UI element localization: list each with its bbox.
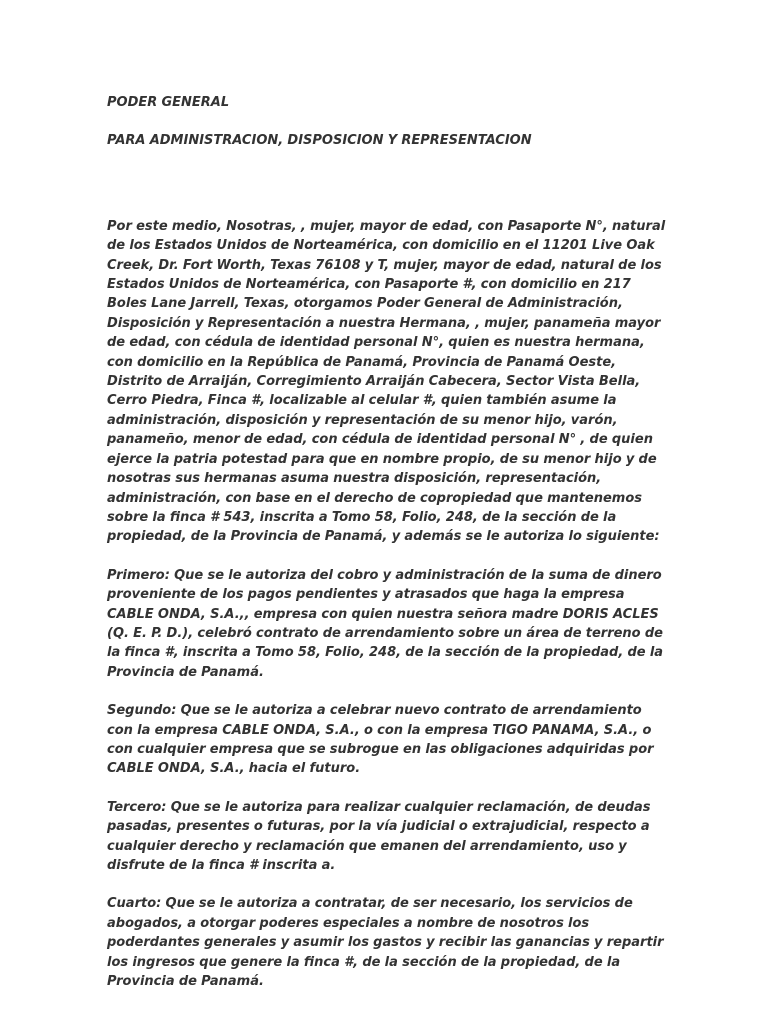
- clause-cuarto: Cuarto: Que se le autoriza a contratar, de ser necesario, los servicios de abogados, a otorgar poderes especiales a nombre de nosotros los poderdantes generales y asumir los gastos y recibir las ganancias y repartir los ingresos que genere la finca #, de la sección de la propiedad, de la Provincia de Panamá.: [107, 896, 664, 990]
- clause-tercero: Tercero: Que se le autoriza para realizar cualquier reclamación, de deudas pasadas, presentes o futuras, por la vía judicial o extrajudicial, respecto a cualquier derecho y reclamación que emanen del arrendamiento, uso y disfrute de la finca # inscrita a.: [107, 799, 651, 873]
- clause-primero: Primero: Que se le autoriza del cobro y administración de la suma de dinero proveniente de los pagos pendientes y atrasados que haga la empresa CABLE ONDA, S.A.,, empresa con quien nuestra señora madre DORIS ACLES (Q. E. P. D.), celebró contrato de arrendamiento sobre un área de terreno de la finca #, inscrita a Tomo 58, Folio, 248, de la sección de la propiedad, de la Provincia de Panamá.: [107, 567, 664, 680]
- document-subtitle: PARA ADMINISTRACION, DISPOSICION Y REPRESENTACION: [107, 133, 532, 149]
- document-title: PODER GENERAL: [107, 95, 230, 110]
- clause-segundo: Segundo: Que se le autoriza a celebrar nuevo contrato de arrendamiento con la empresa CABLE ONDA, S.A., o con la empresa TIGO PANAMA, S.A., o con cualquier empresa que se subrogue en las obligaciones adquiridas por CABLE ONDA, S.A., hacia el futuro.: [107, 703, 654, 777]
- intro-paragraph: Por este medio, Nosotras, , mujer, mayor de edad, con Pasaporte N°, natural de los Estados Unidos de Norteamérica, con domicilio en el 11201 Live Oak Creek, Dr. Fort Worth, Texas 76108 y T, mujer, mayor de edad, natural de los Estados Unidos de Norteamérica, con Pasaporte #, con domicilio en 217 Boles Lane Jarrell, Texas, otorgamos Poder General de Administración, Disposición y Representación a nuestra Hermana, , mujer, panameña mayor de edad, con cédula de identidad personal N°, quien es nuestra hermana, con domicilio en la República de Panamá, Provincia de Panamá Oeste, Distrito de Arraiján, Corregimiento Arraiján Cabecera, Sector Vista Bella, Cerro Piedra, Finca #, localizable al celular #, quien también asume la administración, disposición y representación de su menor hijo, varón, panameño, menor de edad, con cédula de identidad personal N° , de quien ejerce la patria potestad para que en nombre propio, de su menor hijo y de nosotras sus hermanas asuma nuestra disposición, representación, administración, con base en el derecho de copropiedad que mantenemos sobre la finca # 543, inscrita a Tomo 58, Folio, 248, de la sección de la propiedad, de la Provincia de Panamá, y además se le autoriza lo siguiente:: [107, 218, 666, 545]
- document-page: [107, 93, 667, 991]
